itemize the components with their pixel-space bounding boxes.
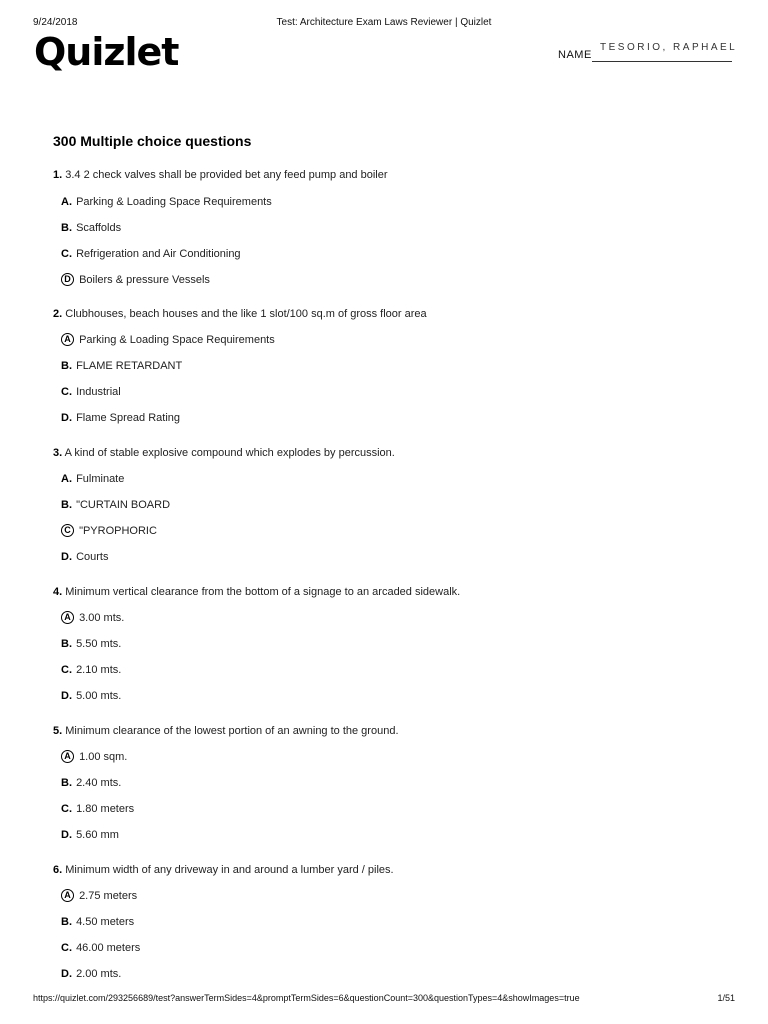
option-text: 5.50 mts.: [76, 638, 122, 650]
option-letter: B.: [61, 360, 72, 372]
option-d: [61, 827, 119, 843]
option-c: [61, 801, 134, 817]
option-c: [61, 384, 121, 400]
name-value: TESORIO, RAPHAEL: [600, 42, 738, 53]
option-c: [61, 940, 140, 956]
option-letter: D.: [61, 551, 72, 563]
option-letter: C.: [61, 386, 72, 398]
option-text: 2.40 mts.: [76, 777, 122, 789]
question-number: 4.: [53, 586, 63, 598]
option-d-selected: [61, 272, 210, 288]
selected-answer-circle: A: [61, 750, 74, 763]
option-text: Parking & Loading Space Requirements: [76, 196, 272, 208]
question-text: [53, 864, 394, 876]
option-a-selected: [61, 749, 127, 765]
option-d: [61, 688, 121, 704]
option-text: 1.80 meters: [76, 803, 135, 815]
question-list: [0, 169, 768, 1003]
option-b: [61, 497, 170, 513]
option-letter: A.: [61, 473, 72, 485]
option-d: [61, 966, 121, 982]
name-label: NAME: [558, 49, 592, 61]
option-text: Refrigeration and Air Conditioning: [76, 248, 241, 260]
question-prompt: 3.4 2 check valves shall be provided bet any feed pump and boiler: [65, 169, 388, 181]
print-header: [0, 17, 768, 31]
selected-answer-circle: C: [61, 524, 74, 537]
question-number: 3.: [53, 447, 63, 459]
option-b: [61, 775, 121, 791]
option-text: 1.00 sqm.: [79, 751, 128, 763]
selected-answer-circle: A: [61, 333, 74, 346]
option-b: [61, 636, 121, 652]
question-4: [0, 586, 768, 725]
option-text: Parking & Loading Space Requirements: [79, 334, 275, 346]
option-text: 5.60 mm: [76, 829, 119, 841]
option-b: [61, 220, 121, 236]
question-3: [0, 447, 768, 586]
option-letter: B.: [61, 777, 72, 789]
selected-answer-circle: D: [61, 273, 74, 286]
option-c: [61, 662, 121, 678]
option-a-selected: [61, 888, 137, 904]
question-prompt: Minimum clearance of the lowest portion of an awning to the ground.: [65, 725, 399, 737]
quizlet-logo: Quizlet: [34, 30, 179, 74]
option-c-selected: [61, 523, 157, 539]
option-text: 2.10 mts.: [76, 664, 122, 676]
option-text: "CURTAIN BOARD: [76, 499, 171, 511]
option-text: Scaffolds: [76, 222, 122, 234]
question-prompt: Minimum vertical clearance from the bottom of a signage to an arcaded sidewalk.: [65, 586, 461, 598]
question-5: [0, 725, 768, 864]
option-letter: C.: [61, 942, 72, 954]
option-b: [61, 358, 182, 374]
question-text: [53, 586, 460, 598]
option-text: FLAME RETARDANT: [76, 360, 183, 372]
option-a: [61, 194, 272, 210]
question-number: 2.: [53, 308, 63, 320]
option-text: Boilers & pressure Vessels: [79, 274, 210, 286]
option-a-selected: [61, 332, 275, 348]
option-b: [61, 914, 134, 930]
option-text: Flame Spread Rating: [76, 412, 181, 424]
page-url: https://quizlet.com/293256689/test?answerTermSides=4&promptTermSides=6&questionCount=300&questionTypes=4&showImages=true: [33, 993, 580, 1003]
question-number: 1.: [53, 169, 63, 181]
question-text: [53, 308, 427, 320]
section-title: 300 Multiple choice questions: [53, 133, 252, 149]
question-prompt: Minimum width of any driveway in and around a lumber yard / piles.: [65, 864, 394, 876]
option-text: 46.00 meters: [76, 942, 141, 954]
option-letter: B.: [61, 222, 72, 234]
print-date: 9/24/2018: [33, 17, 78, 28]
option-letter: B.: [61, 499, 72, 511]
question-prompt: A kind of stable explosive compound which explodes by percussion.: [64, 447, 395, 459]
name-field: [558, 40, 738, 66]
selected-answer-circle: A: [61, 889, 74, 902]
option-text: 3.00 mts.: [79, 612, 125, 624]
option-letter: D.: [61, 829, 72, 841]
question-number: 6.: [53, 864, 63, 876]
option-letter: C.: [61, 803, 72, 815]
option-d: [61, 410, 180, 426]
option-text: 5.00 mts.: [76, 690, 122, 702]
option-text: "PYROPHORIC: [79, 525, 157, 537]
option-letter: A.: [61, 196, 72, 208]
question-text: [53, 725, 399, 737]
question-6: [0, 864, 768, 1003]
option-d: [61, 549, 108, 565]
option-a: [61, 471, 124, 487]
question-number: 5.: [53, 725, 63, 737]
selected-answer-circle: A: [61, 611, 74, 624]
question-text: [53, 169, 388, 181]
option-text: 4.50 meters: [76, 916, 135, 928]
option-text: 2.75 meters: [79, 890, 138, 902]
option-text: 2.00 mts.: [76, 968, 122, 980]
option-letter: C.: [61, 248, 72, 260]
option-a-selected: [61, 610, 124, 626]
print-page-title: Test: Architecture Exam Laws Reviewer | Quizlet: [276, 17, 492, 28]
option-c: [61, 246, 241, 262]
name-underline: [592, 61, 732, 62]
page-number: 1/51: [717, 993, 735, 1003]
question-2: [0, 308, 768, 447]
option-letter: B.: [61, 638, 72, 650]
option-text: Industrial: [76, 386, 121, 398]
option-letter: D.: [61, 968, 72, 980]
question-text: [53, 447, 395, 459]
question-prompt: Clubhouses, beach houses and the like 1 slot/100 sq.m of gross floor area: [65, 308, 427, 320]
option-text: Fulminate: [76, 473, 125, 485]
option-letter: B.: [61, 916, 72, 928]
option-text: Courts: [76, 551, 109, 563]
option-letter: D.: [61, 412, 72, 424]
question-1: [0, 169, 768, 308]
option-letter: C.: [61, 664, 72, 676]
option-letter: D.: [61, 690, 72, 702]
